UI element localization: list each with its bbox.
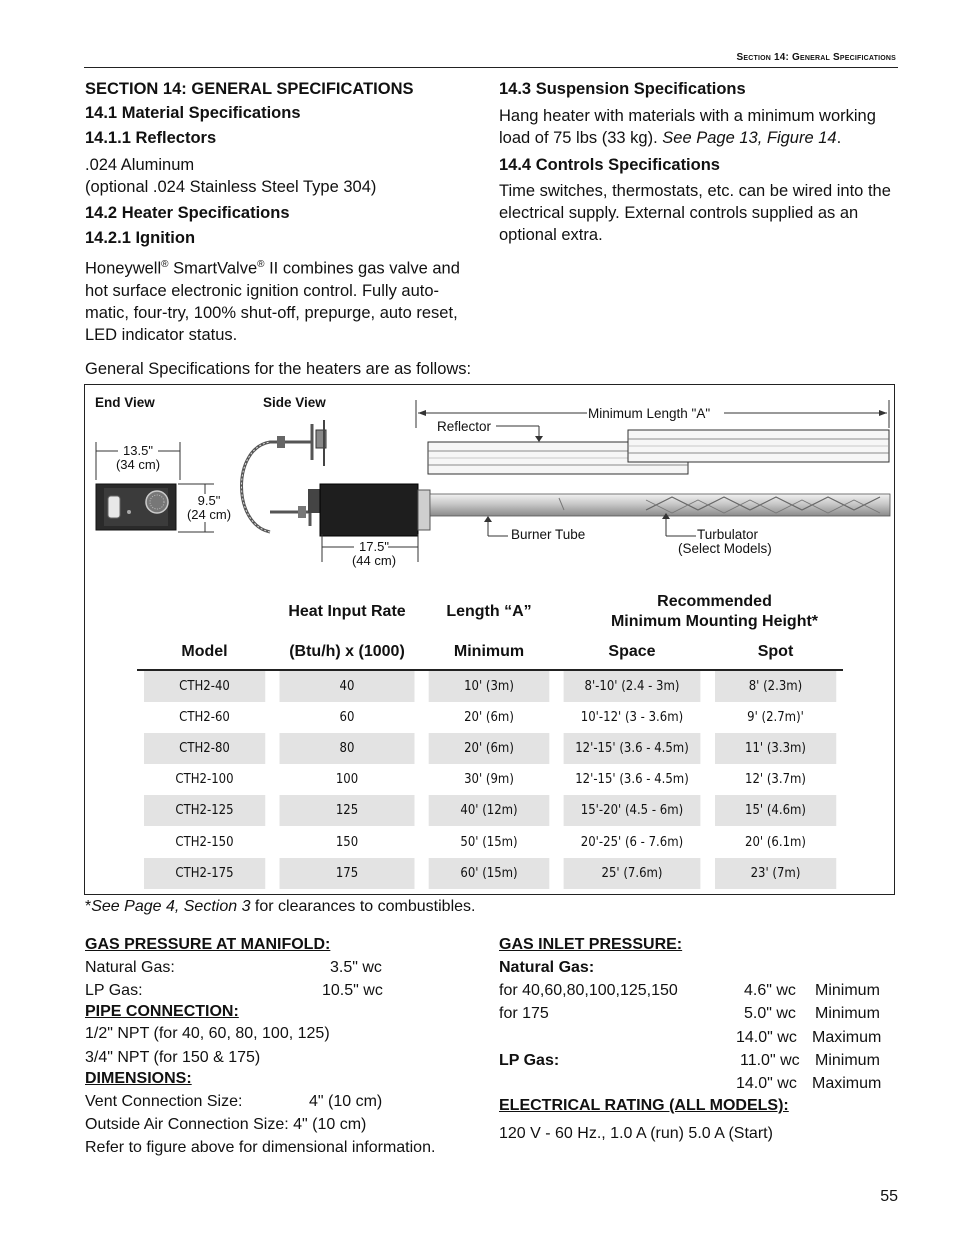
controls-paragraph: Time switches, thermostats, etc. can be wired into the electrical supply. External controls supplied as an optional extra. <box>499 182 891 244</box>
footnote: *See Page 4, Section 3 for clearances to combustibles. <box>85 898 476 915</box>
table-cell: CTH2-40 <box>144 670 266 702</box>
table-cell: 8' (2.3m) <box>715 670 837 702</box>
table-row <box>137 702 843 733</box>
pipe-connection-heading: PIPE CONNECTION: <box>85 1003 239 1020</box>
electrical-rating: 120 V - 60 Hz., 1.0 A (run) 5.0 A (Start) <box>499 1125 773 1142</box>
table-cell: 100 <box>335 772 359 788</box>
table-cell: 20' (6.1m) <box>745 834 806 850</box>
inlet-lp1-value: 11.0" wc <box>740 1052 800 1069</box>
table-cell: 10' (3m) <box>429 670 550 702</box>
controls-heading: 14.4 Controls Specifications <box>499 156 720 174</box>
table-cell: 40' (12m) <box>429 795 550 826</box>
table-cell: 10'-12' (3 - 3.6m) <box>580 710 684 726</box>
table-cell: 60' (15m) <box>429 858 550 889</box>
inlet-lp2-type: Maximum <box>812 1075 882 1092</box>
inlet-row2-type: Minimum <box>815 1005 880 1022</box>
inlet-lp2-value: 14.0" wc <box>736 1075 797 1092</box>
end-view-label: End View <box>95 395 155 410</box>
end-height-label: 9.5" (24 cm) <box>186 493 232 522</box>
inlet-lp-label: LP Gas: <box>499 1052 560 1069</box>
header-length-a: Length “A” <box>446 603 532 620</box>
end-width-label: 13.5" (34 cm) <box>115 443 161 472</box>
spec-intro: General Specifications for the heaters are as follows: <box>85 360 472 378</box>
inlet-lp1-type: Minimum <box>815 1052 880 1069</box>
material-spec-heading: 14.1 Material Specifications <box>85 104 301 122</box>
manifold-natural-label: Natural Gas: <box>85 959 175 976</box>
table-cell: 125 <box>280 795 415 826</box>
minimum-length-label: Minimum Length "A" <box>588 406 711 421</box>
ignition-heading: 14.2.1 Ignition <box>85 229 196 247</box>
inlet-row3-value: 14.0" wc <box>736 1029 797 1046</box>
side-view-label: Side View <box>263 395 326 410</box>
gas-manifold-heading: GAS PRESSURE AT MANIFOLD: <box>85 936 331 953</box>
table-cell: CTH2-125 <box>144 795 266 826</box>
pipe-line-1: 1/2" NPT (for 40, 60, 80, 100, 125) <box>85 1025 330 1042</box>
header-recommended: Recommended Minimum Mounting Height* <box>610 593 819 630</box>
turbulator-label: Turbulator <box>697 527 759 542</box>
header-minimum: Minimum <box>453 642 525 660</box>
table-cell: 23' (7m) <box>715 858 837 889</box>
manifold-lp-label: LP Gas: <box>85 982 143 999</box>
manifold-lp-value: 10.5" wc <box>322 982 383 999</box>
table-row <box>137 826 843 857</box>
dimensions-refer: Refer to figure above for dimensional information. <box>85 1139 436 1156</box>
header-space: Space <box>608 642 656 660</box>
table-row <box>137 858 843 889</box>
inlet-row3-type: Maximum <box>812 1029 882 1046</box>
vent-value: 4" (10 cm) <box>309 1093 383 1110</box>
inlet-row2-label: for 175 <box>499 1005 549 1022</box>
table-cell: 80 <box>280 733 415 764</box>
table-cell: 20'-25' (6 - 7.6m) <box>580 834 684 850</box>
header-model: Model <box>181 642 228 660</box>
header-heat-input: Heat Input Rate <box>288 603 406 620</box>
table-cell: CTH2-150 <box>175 834 234 850</box>
gas-inlet-heading: GAS INLET PRESSURE: <box>499 936 683 953</box>
suspension-figure-ref: See Page 13, Figure 14 <box>662 129 837 147</box>
table-cell: 15'-20' (4.5 - 6m) <box>564 795 701 826</box>
table-cell: 40 <box>280 670 415 702</box>
heater-spec-heading: 14.2 Heater Specifications <box>85 204 290 222</box>
inlet-row1-value: 4.6" wc <box>744 982 796 999</box>
table-cell: 12'-15' (3.6 - 4.5m) <box>575 772 689 788</box>
manifold-natural-value: 3.5" wc <box>330 959 382 976</box>
table-cell: CTH2-175 <box>144 858 266 889</box>
table-cell: 20' (6m) <box>464 710 514 726</box>
inlet-row1-type: Minimum <box>815 982 880 999</box>
specifications-table <box>137 590 843 889</box>
table-cell: CTH2-100 <box>175 772 234 788</box>
inlet-natural-label: Natural Gas: <box>499 959 595 976</box>
side-length-label: 17.5" (44 cm) <box>351 539 397 568</box>
table-cell: 11' (3.3m) <box>715 733 837 764</box>
ignition-paragraph: Honeywell® SmartValve® II combines gas valve and hot surface electronic ignition control. Fully auto-matic, four-try, 100% shut-off, prepurge, auto reset, LED indicator status. <box>85 259 460 344</box>
table-cell: CTH2-80 <box>144 733 266 764</box>
table-row <box>137 764 843 795</box>
table-row <box>137 795 843 826</box>
table-cell: 12'-15' (3.6 - 4.5m) <box>564 733 701 764</box>
header-blank <box>137 590 272 634</box>
table-row <box>137 733 843 764</box>
reflectors-heading: 14.1.1 Reflectors <box>85 129 217 147</box>
heater-diagram <box>84 384 895 584</box>
running-header: Section 14: General Specifications <box>736 52 896 63</box>
table-cell: 30' (9m) <box>464 772 514 788</box>
reflector-label: Reflector <box>437 419 492 434</box>
table-cell: 9' (2.7m)' <box>747 710 804 726</box>
air-connection: Outside Air Connection Size: 4" (10 cm) <box>85 1116 367 1133</box>
reflectors-line-1: .024 Aluminum <box>85 156 195 174</box>
page-number: 55 <box>880 1188 898 1205</box>
table-cell: 20' (6m) <box>429 733 550 764</box>
table-cell: CTH2-60 <box>179 710 230 726</box>
table-row <box>137 670 843 702</box>
header-rule <box>84 67 898 68</box>
pipe-line-2: 3/4" NPT (for 150 & 175) <box>85 1049 261 1066</box>
turbulator-note: (Select Models) <box>678 541 772 556</box>
reflectors-line-2: (optional .024 Stainless Steel Type 304) <box>85 178 377 196</box>
suspension-heading: 14.3 Suspension Specifications <box>499 80 746 98</box>
burner-tube-label: Burner Tube <box>511 527 586 542</box>
table-cell: 8'-10' (2.4 - 3m) <box>564 670 701 702</box>
table-cell: 150 <box>335 834 359 850</box>
table-cell: 60 <box>339 710 355 726</box>
electrical-heading: ELECTRICAL RATING (ALL MODELS): <box>499 1097 789 1114</box>
header-btu: (Btu/h) x (1000) <box>289 642 405 660</box>
table-cell: 50' (15m) <box>460 834 518 850</box>
table-cell: 15' (4.6m) <box>715 795 837 826</box>
table-cell: 25' (7.6m) <box>564 858 701 889</box>
inlet-row1-label: for 40,60,80,100,125,150 <box>499 982 678 999</box>
table-cell: 175 <box>280 858 415 889</box>
section-title: SECTION 14: GENERAL SPECIFICATIONS <box>85 80 414 98</box>
table-cell: 12' (3.7m) <box>745 772 806 788</box>
dimensions-heading: DIMENSIONS: <box>85 1070 192 1087</box>
header-spot: Spot <box>757 642 794 660</box>
vent-label: Vent Connection Size: <box>85 1093 243 1110</box>
suspension-paragraph: Hang heater with materials with a minimum working load of 75 lbs (33 kg). See Page 13, Figure 14. <box>499 107 876 147</box>
inlet-row2-value: 5.0" wc <box>744 1005 796 1022</box>
